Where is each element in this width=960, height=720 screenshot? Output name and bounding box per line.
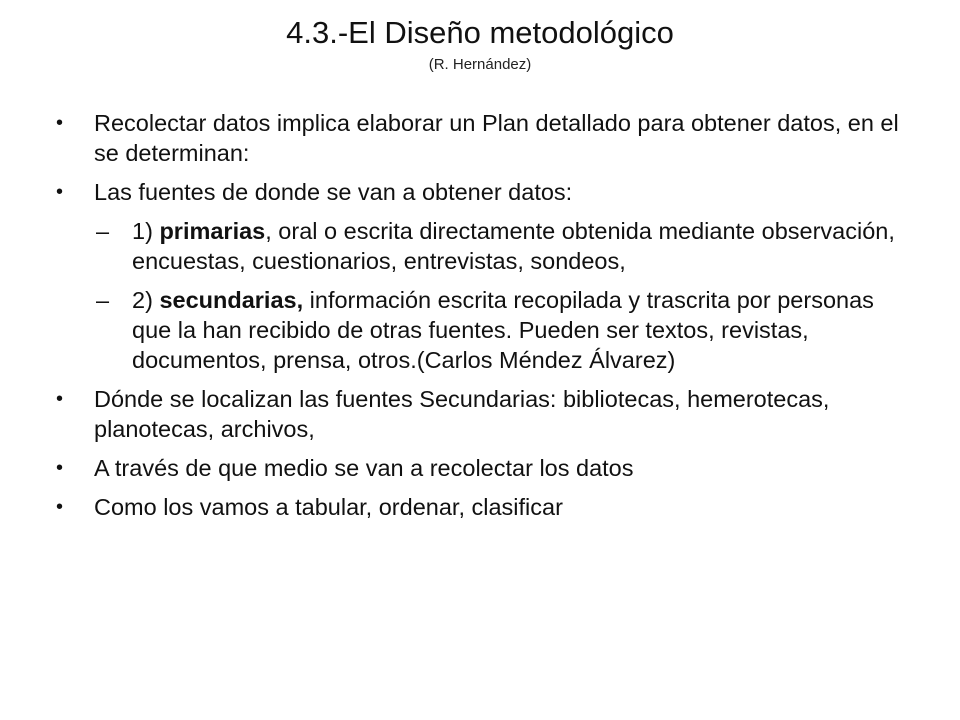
list-item-text: Dónde se localizan las fuentes Secundarias: bibliotecas, hemerotecas, planotecas, archivos, [94, 386, 830, 442]
slide-subtitle: (R. Hernández) [428, 56, 532, 73]
sub-list-item [56, 216, 916, 276]
list-item [56, 384, 916, 444]
title-block [0, 14, 960, 76]
list-item-text: Como los vamos a tabular, ordenar, clasificar [94, 494, 563, 520]
bullet-icon: • [56, 181, 64, 203]
dash-icon: – [96, 218, 110, 244]
list-item-text: A través de que medio se van a recolectar los datos [94, 455, 634, 481]
bullet-icon: • [56, 496, 64, 518]
dash-icon: – [96, 287, 110, 313]
sub-item-text: , oral o escrita directamente obtenida mediante observación, encuestas, cuestionarios, entrevistas, sondeos, [132, 218, 895, 274]
slide-title: 4.3.-El Diseño metodológico [286, 15, 674, 50]
list-item [56, 453, 916, 483]
sub-item-keyword: primarias [159, 218, 266, 244]
bullet-icon: • [56, 457, 64, 479]
sub-item-prefix: 2) [132, 287, 160, 313]
list-item [56, 492, 916, 522]
list-item [56, 177, 916, 207]
list-item [56, 108, 916, 168]
bullet-list [56, 108, 916, 531]
sub-list-item [56, 285, 916, 375]
list-item-text: Recolectar datos implica elaborar un Plan detallado para obtener datos, en el se determinan: [94, 110, 899, 166]
list-item-text: Las fuentes de donde se van a obtener datos: [94, 179, 573, 205]
sub-item-keyword: secundarias, [159, 287, 304, 313]
sub-item-prefix: 1) [132, 218, 160, 244]
sub-item-text: información escrita recopilada y trascrita por personas que la han recibido de otras fuentes. Pueden ser textos, revistas, documentos, prensa, otros.(Carlos Méndez Álvarez) [132, 287, 874, 373]
bullet-icon: • [56, 112, 64, 134]
bullet-icon: • [56, 388, 64, 410]
